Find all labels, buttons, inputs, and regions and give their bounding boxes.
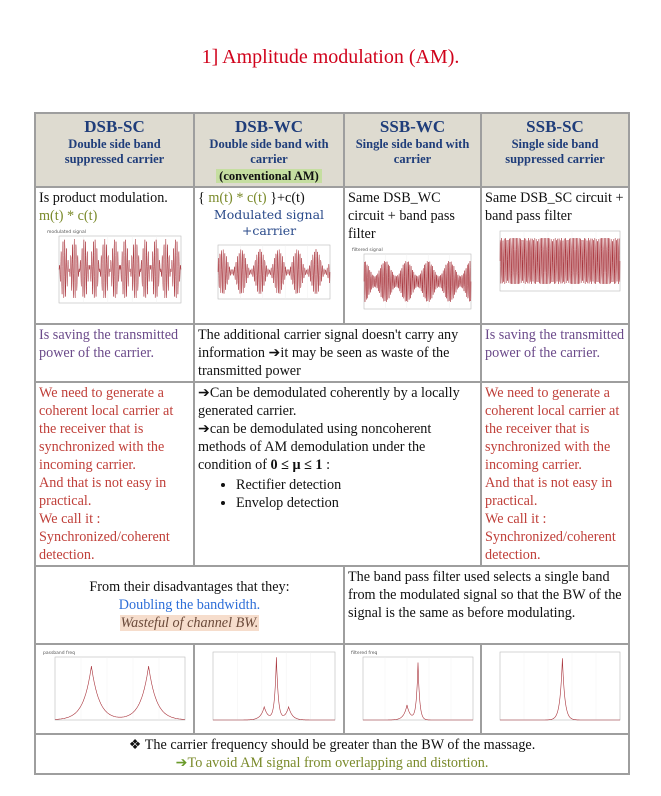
plot-caption: filtered freq [350,651,377,656]
list-item: • Envelop detection [236,494,477,512]
ssb-wc-waveform-plot [350,245,475,321]
column-desc: Single side band suppressed carrier [505,137,605,166]
ssb-sc-spectrum-plot [486,648,624,732]
dsb-wc-spectrum-plot [199,648,339,732]
cell-ssb-sc-power: Is saving the transmitted power of the carrier. [481,324,629,382]
cell-carrier-note [35,734,629,774]
column-name: DSB-SC [84,117,145,136]
detect-text: Can be demodulated coherently by a locally generated carrier. [198,385,460,419]
plot-axes-box [55,657,185,720]
column-name: SSB-SC [526,117,584,136]
detect-text: can be demodulated using noncoherent methods of AM demodulation under the condition of [198,421,432,473]
note-line-2 [39,754,625,772]
power-text-cont: it may be seen as waste of the transmitted power [198,345,450,379]
plot-caption: passband freq [42,651,75,656]
cell-ssb-wc-signal [344,187,481,324]
modulation-index-condition: 0 ≤ μ ≤ 1 [270,457,323,473]
cell-ssb-sc-detection [481,382,629,566]
column-desc: Single side band with carrier [355,137,470,166]
detect-text: And that is not easy in practical. [39,475,167,509]
arrow-right-icon: ➔ [175,755,188,771]
cell-text: Same DSB_WC circuit + band pass filter [348,190,455,242]
header-ssb-sc [481,113,629,187]
detection-methods-list [198,476,477,512]
note-line-1 [39,736,625,754]
header-ssb-wc [344,113,481,187]
column-desc: Double side band with carrier [209,137,329,166]
disadv-item: Doubling the bandwidth. [118,597,261,613]
cell-ssb-wc-spectrum [344,644,481,734]
detect-line-2 [198,420,477,474]
detect-text: And that is not easy in practical. [485,475,613,509]
cell-dsb-sc-signal [35,187,194,324]
cell-disadvantages [35,566,344,644]
column-desc: Double side band suppressed carrier [64,137,165,166]
dsb-sc-waveform-plot [45,227,185,315]
detect-text: We call it : Synchronized/coherent detection. [39,511,170,563]
plot-caption: filtered signal [352,248,383,253]
arrow-right-icon: ➔ [198,421,210,437]
note-text: To avoid AM signal from overlapping and distortion. [187,755,489,771]
detect-text: We need to generate a coherent local carrier at the receiver that is synchronized with the incoming carrier. [485,385,620,473]
detect-text: We need to generate a coherent local carrier at the receiver that is synchronized with the incoming carrier. [39,385,174,473]
conventional-am-tag: (conventional AM) [216,169,322,183]
detect-text: : [322,457,331,473]
cell-ssb-sc-signal [481,187,629,324]
cell-text: Is product modulation. [39,190,168,206]
cell-dsb-sc-power: Is saving the transmitted power of the carrier. [35,324,194,382]
cell-text: Same DSB_SC circuit + band pass filter [485,190,624,224]
column-name: SSB-WC [379,117,446,136]
dsb-wc-waveform-plot [204,241,334,311]
cell-carrier-power [194,324,481,382]
cell-dsb-wc-spectrum [194,644,344,734]
ssb-sc-waveform-plot [486,227,624,303]
cell-ssb-sc-spectrum [481,644,629,734]
detect-line-1 [198,384,477,420]
header-dsb-wc [194,113,344,187]
formula: m(t) * c(t) [39,208,98,224]
am-comparison-table [34,112,630,775]
cell-band-pass-note: The band pass filter used selects a single band from the modulated signal so that the BW of the signal is the same as before modulating. [344,566,629,644]
formula-suffix: }+c(t) [266,190,305,206]
detect-text: We call it : Synchronized/coherent detection. [485,511,616,563]
plot-axes-box [213,652,335,720]
plot-caption: modulated signal [46,230,86,235]
cell-dsb-wc-detection [194,382,481,566]
power-text: The additional carrier signal doesn't carry any information [198,327,459,361]
cell-dsb-sc-spectrum [35,644,194,734]
column-name: DSB-WC [234,117,303,136]
formula-line [198,189,340,207]
ssb-wc-spectrum-plot [349,648,477,732]
plot-axes-box [500,652,620,720]
formula: m(t) * c(t) [208,190,267,206]
disadv-lead: From their disadvantages that they: [89,579,290,595]
header-dsb-sc [35,113,194,187]
diamond-bullet-icon: ❖ [128,737,142,753]
brace-open: { [198,190,209,206]
cell-dsb-sc-detection [35,382,194,566]
note-text: The carrier frequency should be greater than the BW of the massage. [144,737,536,753]
disadv-item: Wasteful of channel BW. [120,615,259,631]
arrow-right-icon: ➔ [198,385,210,401]
list-item: • Rectifier detection [236,476,477,494]
cell-dsb-wc-signal [194,187,344,324]
arrow-right-icon: ➔ [268,345,281,361]
page-title: 1] Amplitude modulation (AM). [201,46,460,68]
note-modulated-plus-carrier: Modulated signal +carrier [213,207,325,238]
dsb-sc-spectrum-plot [41,648,189,732]
